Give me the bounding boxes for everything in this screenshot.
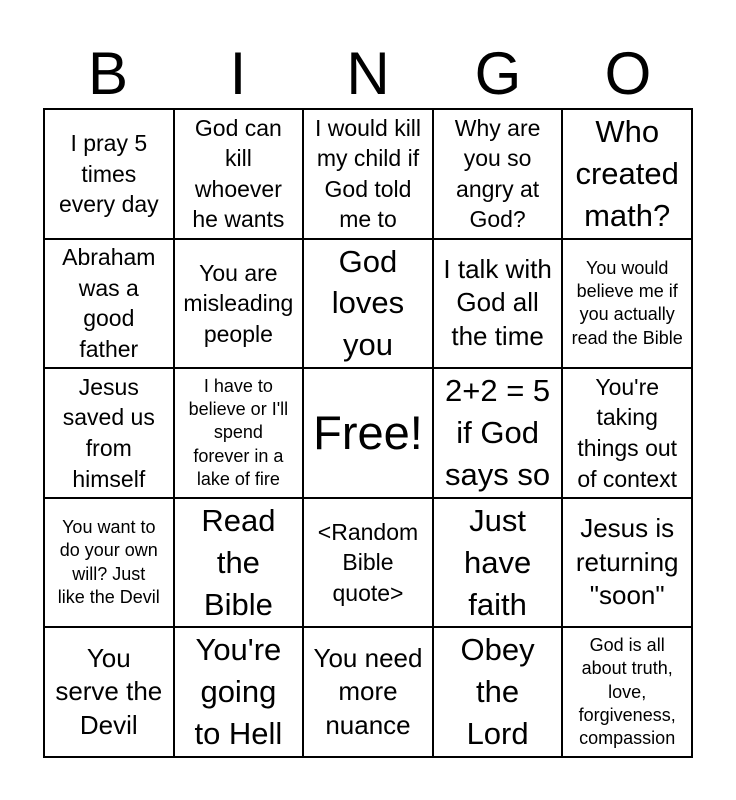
header-letter-o: O	[604, 40, 652, 107]
bingo-cell[interactable]: Just have faith	[433, 498, 563, 628]
bingo-cell[interactable]: Obey the Lord	[433, 627, 563, 757]
bingo-cell[interactable]: I pray 5 times every day	[44, 109, 174, 239]
bingo-cell[interactable]: Who created math?	[562, 109, 692, 239]
bingo-cell[interactable]: You would believe me if you actually read the Bible	[562, 239, 692, 369]
header-letter-b: B	[87, 40, 129, 107]
bingo-cell[interactable]: 2+2 = 5 if God says so	[433, 368, 563, 498]
bingo-cell[interactable]: You're taking things out of context	[562, 368, 692, 498]
header-letter-n: N	[346, 40, 390, 107]
bingo-cell[interactable]: You serve the Devil	[44, 627, 174, 757]
bingo-cell[interactable]: Read the Bible	[174, 498, 304, 628]
bingo-header	[43, 38, 693, 110]
bingo-cell[interactable]: You are misleading people	[174, 239, 304, 369]
bingo-cell[interactable]: You want to do your own will? Just like the Devil	[44, 498, 174, 628]
bingo-cell[interactable]: I have to believe or I'll spend forever in a lake of fire	[174, 368, 304, 498]
header-letter-i: I	[229, 40, 247, 107]
bingo-cell[interactable]: I would kill my child if God told me to	[303, 109, 433, 239]
bingo-cell[interactable]: Jesus saved us from himself	[44, 368, 174, 498]
bingo-cell[interactable]: God can kill whoever he wants	[174, 109, 304, 239]
bingo-cell[interactable]: God is all about truth, love, forgiveness, compassion	[562, 627, 692, 757]
header-letter-g: G	[474, 40, 522, 107]
bingo-cell[interactable]: God loves you	[303, 239, 433, 369]
bingo-cell[interactable]: You're going to Hell	[174, 627, 304, 757]
bingo-cell[interactable]: Why are you so angry at God?	[433, 109, 563, 239]
bingo-cell[interactable]: Abraham was a good father	[44, 239, 174, 369]
free-cell[interactable]: Free!	[303, 368, 433, 498]
bingo-cell[interactable]: <Random Bible quote>	[303, 498, 433, 628]
bingo-cell[interactable]: I talk with God all the time	[433, 239, 563, 369]
bingo-cell[interactable]: You need more nuance	[303, 627, 433, 757]
bingo-grid	[43, 108, 693, 758]
bingo-cell[interactable]: Jesus is returning "soon"	[562, 498, 692, 628]
